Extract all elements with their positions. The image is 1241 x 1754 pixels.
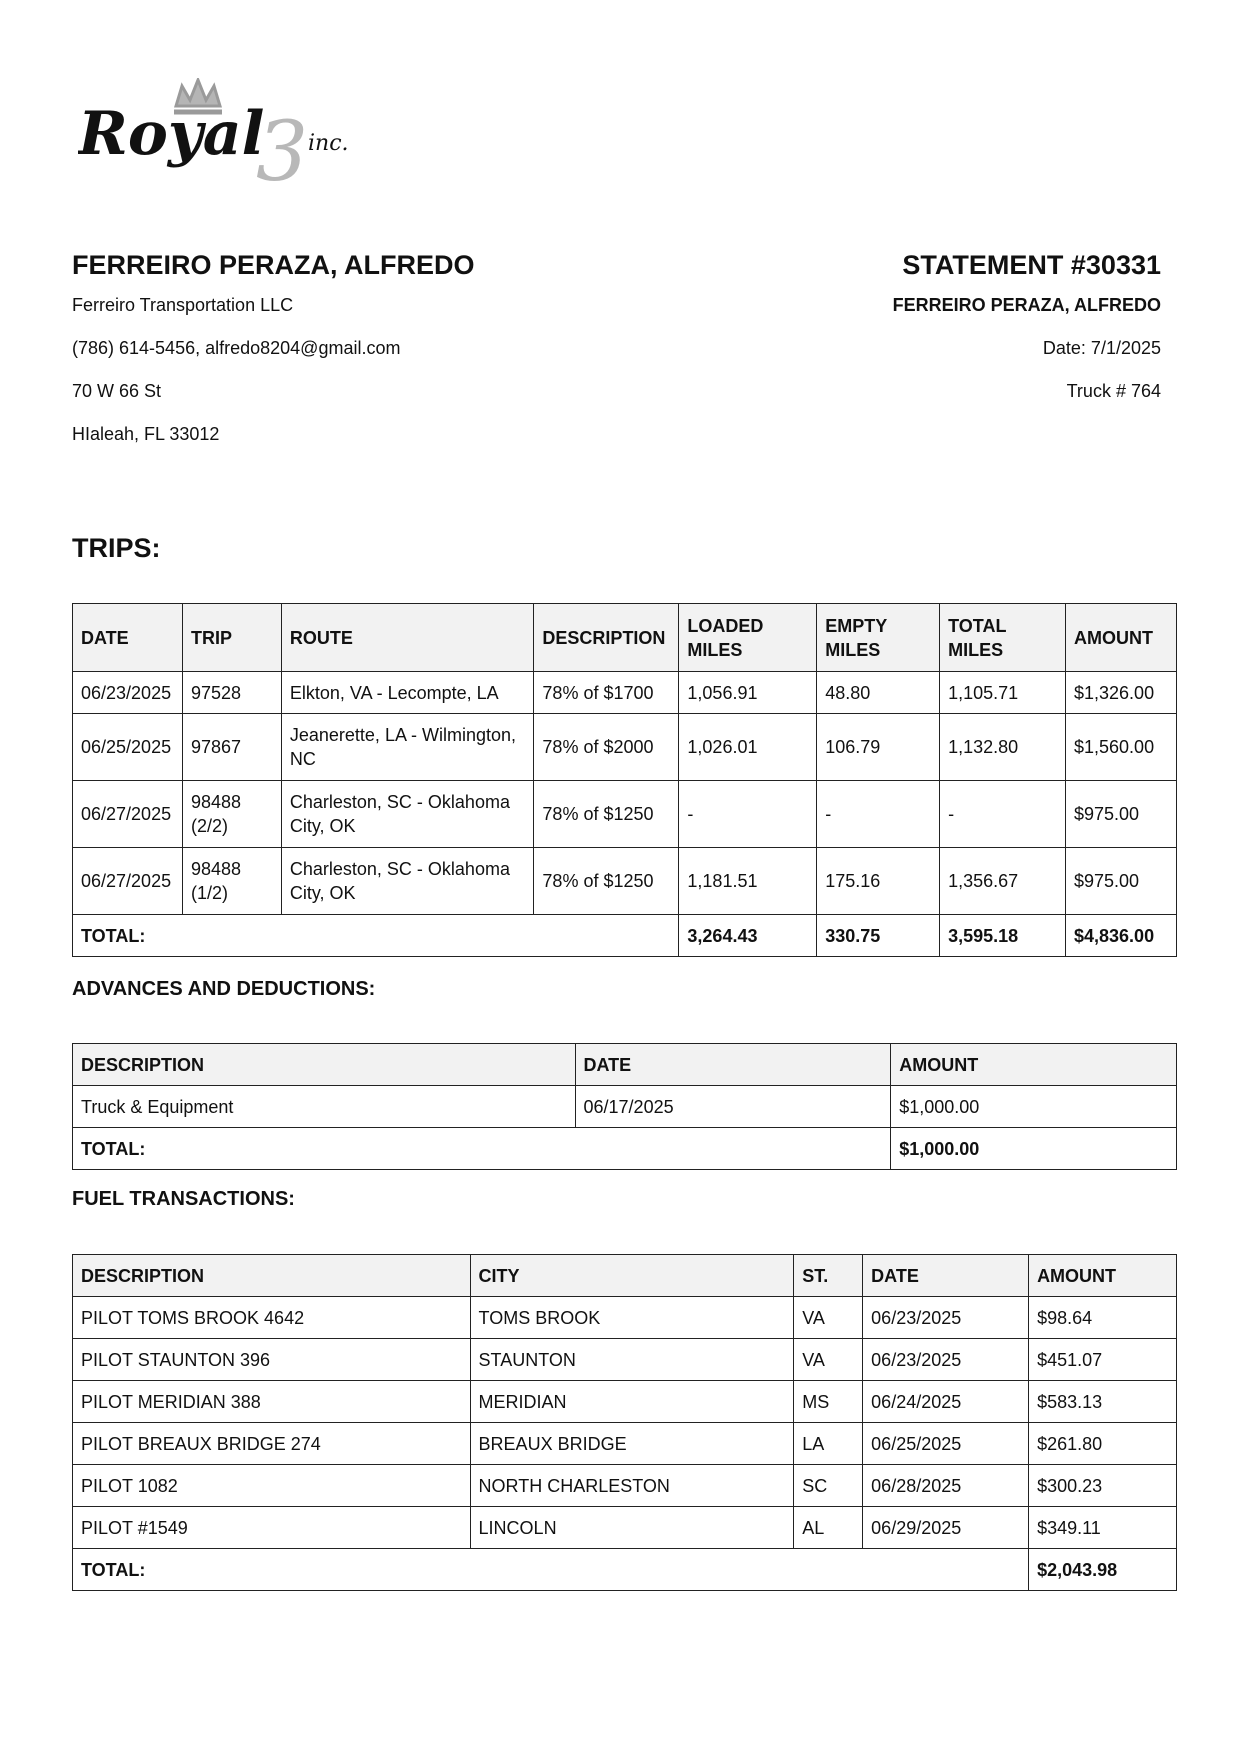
column-header: TRIP	[182, 604, 281, 672]
trip-route: Jeanerette, LA - Wilmington, NC	[281, 714, 534, 781]
fuel-amount: $300.23	[1029, 1465, 1177, 1507]
total-amount: $4,836.00	[1066, 915, 1177, 957]
trip-date: 06/25/2025	[73, 714, 183, 781]
column-header: TOTAL MILES	[940, 604, 1066, 672]
driver-address-line1: 70 W 66 St	[72, 381, 162, 401]
fuel-city: STAUNTON	[470, 1339, 794, 1381]
trip-date: 06/27/2025	[73, 848, 183, 915]
fuel-description: PILOT TOMS BROOK 4642	[73, 1297, 471, 1339]
advances-title: ADVANCES AND DEDUCTIONS:	[72, 978, 376, 1000]
trip-amount: $1,560.00	[1066, 714, 1177, 781]
fuel-total-row	[73, 1549, 1177, 1591]
table-row	[73, 1423, 1177, 1465]
fuel-amount: $451.07	[1029, 1339, 1177, 1381]
fuel-date: 06/23/2025	[863, 1297, 1029, 1339]
fuel-amount: $349.11	[1029, 1507, 1177, 1549]
column-header: DATE	[73, 604, 183, 672]
column-header: DATE	[575, 1044, 891, 1086]
column-header: DESCRIPTION	[73, 1255, 471, 1297]
total-label: TOTAL:	[73, 915, 679, 957]
table-row	[73, 1381, 1177, 1423]
total-total-miles: 3,595.18	[940, 915, 1066, 957]
statement-info	[601, 248, 1161, 423]
trip-total-miles: 1,105.71	[940, 672, 1066, 714]
trip-description: 78% of $1250	[534, 848, 679, 915]
fuel-date: 06/23/2025	[863, 1339, 1029, 1381]
trip-loaded-miles: 1,181.51	[679, 848, 817, 915]
trip-description: 78% of $1250	[534, 781, 679, 848]
trip-route: Charleston, SC - Oklahoma City, OK	[281, 848, 534, 915]
column-header: ROUTE	[281, 604, 534, 672]
svg-text:Royal: Royal	[78, 99, 265, 169]
trip-description: 78% of $2000	[534, 714, 679, 781]
driver-contact: (786) 614-5456, alfredo8204@gmail.com	[72, 338, 401, 358]
column-header: DESCRIPTION	[534, 604, 679, 672]
trip-date: 06/23/2025	[73, 672, 183, 714]
fuel-date: 06/29/2025	[863, 1507, 1029, 1549]
table-row	[73, 848, 1177, 915]
fuel-state: LA	[794, 1423, 863, 1465]
statement-date: Date: 7/1/2025	[1042, 338, 1161, 358]
fuel-date: 06/25/2025	[863, 1423, 1029, 1465]
table-header-row	[73, 1044, 1177, 1086]
fuel-description: PILOT STAUNTON 396	[73, 1339, 471, 1381]
table-header-row	[73, 604, 1177, 672]
column-header: DATE	[863, 1255, 1029, 1297]
fuel-city: LINCOLN	[470, 1507, 794, 1549]
advances-total-row	[73, 1128, 1177, 1170]
trip-empty-miles: 175.16	[817, 848, 940, 915]
trip-number: 97867	[182, 714, 281, 781]
table-header-row	[73, 1255, 1177, 1297]
column-header: LOADED MILES	[679, 604, 817, 672]
advances-table	[72, 1043, 1177, 1170]
column-header: AMOUNT	[1029, 1255, 1177, 1297]
fuel-state: MS	[794, 1381, 863, 1423]
trip-amount: $975.00	[1066, 848, 1177, 915]
column-header: ST.	[794, 1255, 863, 1297]
trip-description: 78% of $1700	[534, 672, 679, 714]
column-header: DESCRIPTION	[73, 1044, 576, 1086]
fuel-amount: $583.13	[1029, 1381, 1177, 1423]
table-row	[73, 1339, 1177, 1381]
total-amount: $1,000.00	[891, 1128, 1177, 1170]
total-label: TOTAL:	[73, 1128, 891, 1170]
trip-amount: $1,326.00	[1066, 672, 1177, 714]
company-logo	[78, 78, 378, 190]
trip-loaded-miles: 1,056.91	[679, 672, 817, 714]
driver-name: FERREIRO PERAZA, ALFREDO	[72, 250, 475, 280]
table-row	[73, 1086, 1177, 1128]
trip-loaded-miles: 1,026.01	[679, 714, 817, 781]
advance-date: 06/17/2025	[575, 1086, 891, 1128]
trip-number: 98488 (1/2)	[182, 848, 281, 915]
trip-empty-miles: 48.80	[817, 672, 940, 714]
statement-title: STATEMENT #30331	[902, 250, 1161, 280]
total-empty-miles: 330.75	[817, 915, 940, 957]
trip-number: 97528	[182, 672, 281, 714]
advance-amount: $1,000.00	[891, 1086, 1177, 1128]
svg-text:inc.: inc.	[308, 131, 349, 156]
table-row	[73, 672, 1177, 714]
column-header: AMOUNT	[891, 1044, 1177, 1086]
total-label: TOTAL:	[73, 1549, 1029, 1591]
total-loaded-miles: 3,264.43	[679, 915, 817, 957]
table-row	[73, 781, 1177, 848]
column-header: CITY	[470, 1255, 794, 1297]
trip-route: Elkton, VA - Lecompte, LA	[281, 672, 534, 714]
trip-total-miles: -	[940, 781, 1066, 848]
trips-title: TRIPS:	[72, 533, 161, 563]
fuel-state: VA	[794, 1297, 863, 1339]
fuel-city: MERIDIAN	[470, 1381, 794, 1423]
trip-loaded-miles: -	[679, 781, 817, 848]
trip-number: 98488 (2/2)	[182, 781, 281, 848]
fuel-description: PILOT 1082	[73, 1465, 471, 1507]
fuel-amount: $98.64	[1029, 1297, 1177, 1339]
trip-empty-miles: -	[817, 781, 940, 848]
table-row	[73, 1297, 1177, 1339]
trip-route: Charleston, SC - Oklahoma City, OK	[281, 781, 534, 848]
fuel-state: AL	[794, 1507, 863, 1549]
fuel-description: PILOT MERIDIAN 388	[73, 1381, 471, 1423]
statement-truck: Truck # 764	[1066, 381, 1161, 401]
fuel-city: NORTH CHARLESTON	[470, 1465, 794, 1507]
trip-total-miles: 1,356.67	[940, 848, 1066, 915]
table-row	[73, 714, 1177, 781]
column-header: EMPTY MILES	[817, 604, 940, 672]
trip-total-miles: 1,132.80	[940, 714, 1066, 781]
advance-description: Truck & Equipment	[73, 1086, 576, 1128]
fuel-city: BREAUX BRIDGE	[470, 1423, 794, 1465]
fuel-state: SC	[794, 1465, 863, 1507]
royal-3-logo-graphic	[78, 78, 378, 190]
fuel-amount: $261.80	[1029, 1423, 1177, 1465]
table-row	[73, 1465, 1177, 1507]
driver-info	[72, 248, 632, 466]
total-amount: $2,043.98	[1029, 1549, 1177, 1591]
fuel-description: PILOT BREAUX BRIDGE 274	[73, 1423, 471, 1465]
statement-name: FERREIRO PERAZA, ALFREDO	[892, 295, 1161, 315]
table-row	[73, 1507, 1177, 1549]
fuel-table	[72, 1254, 1177, 1591]
fuel-title: FUEL TRANSACTIONS:	[72, 1188, 295, 1210]
driver-address-line2: HIaleah, FL 33012	[72, 424, 220, 444]
column-header: AMOUNT	[1066, 604, 1177, 672]
fuel-city: TOMS BROOK	[470, 1297, 794, 1339]
trips-total-row	[73, 915, 1177, 957]
fuel-date: 06/28/2025	[863, 1465, 1029, 1507]
svg-text:3: 3	[256, 105, 309, 190]
driver-company: Ferreiro Transportation LLC	[72, 295, 294, 315]
trips-table	[72, 603, 1177, 957]
fuel-description: PILOT #1549	[73, 1507, 471, 1549]
fuel-date: 06/24/2025	[863, 1381, 1029, 1423]
trip-amount: $975.00	[1066, 781, 1177, 848]
trip-date: 06/27/2025	[73, 781, 183, 848]
fuel-state: VA	[794, 1339, 863, 1381]
trip-empty-miles: 106.79	[817, 714, 940, 781]
